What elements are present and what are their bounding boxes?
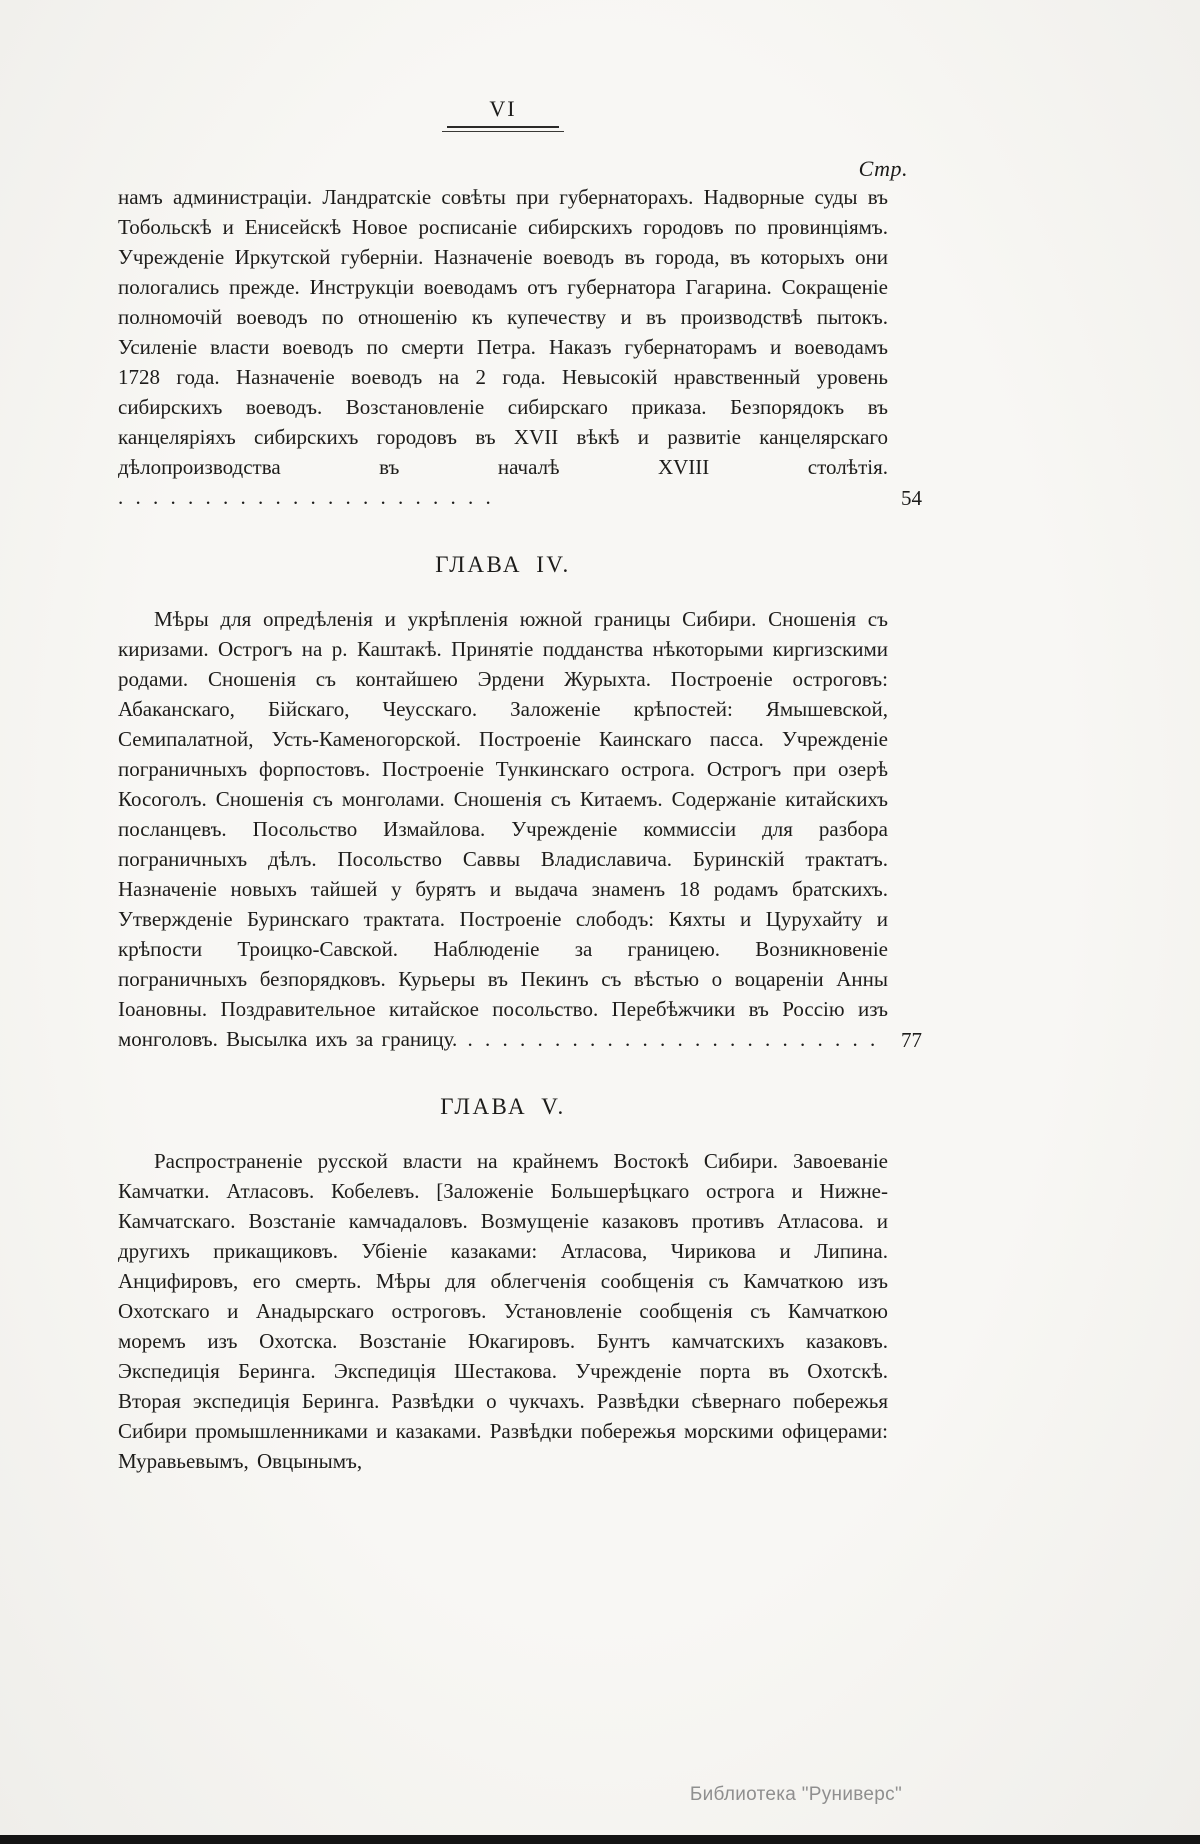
page-ref: 54 (901, 486, 922, 510)
page-ref: 77 (901, 1028, 922, 1052)
library-watermark: Библиотека "Руниверс" (689, 1784, 902, 1805)
toc-entry-chapter4 (118, 604, 922, 1054)
toc-entry-chapter3-continuation (118, 182, 922, 512)
entry-paragraph (118, 604, 888, 1054)
entry-paragraph (118, 182, 888, 512)
page-number: VI (489, 96, 517, 121)
toc-entry-chapter5 (118, 1146, 888, 1476)
leader-dots: . . . . . . . . . . . . . . . . . . . . . . (118, 485, 493, 509)
rule-top (447, 126, 559, 128)
table-of-contents (118, 182, 922, 1476)
entry-text: Распространеніе русской власти на крайнемъ Востокѣ Сибири. Завоеваніе Камчатки. Атласовъ. Кобелевъ. [Заложеніе Большерѣцкаго острога и Нижне-Камчатскаго. Возстаніе камчадаловъ. Возмущеніе казаковъ противъ Атласова. и другихъ прикащиковъ. Убіеніе казаками: Атласова, Чирикова и Липина. Анцифировъ, его смерть. Мѣры для облегченія сообщенія съ Камчаткою изъ Охотскаго и Анадырскаго остроговъ. Установленіе сообщенія съ Камчаткою моремъ изъ Охотска. Возстаніе Юкагировъ. Бунтъ камчатскихъ казаковъ. Экспедиція Беринга. Экспедиція Шестакова. Учрежденіе порта въ Охотскѣ. Вторая экспедиція Беринга. Развѣдки о чукчахъ. Развѣдки сѣвернаго побережья Сибири промышленниками и казаками. Развѣдки побережья морскими офицерами: Муравьевымъ, Овцынымъ, (118, 1149, 888, 1473)
scan-edge (0, 1835, 1200, 1844)
entry-text: намъ администраціи. Ландратскіе совѣты при губернаторахъ. Надворные суды въ Тобольскѣ и Енисейскѣ Новое росписаніе сибирскихъ городовъ по провинціямъ. Учрежденіе Иркутской губерніи. Назначеніе воеводъ въ города, въ которыхъ они пологались прежде. Инструкціи воеводамъ отъ губернатора Гагарина. Сокращеніе полномочій воеводъ по отношенію къ купечеству и въ производствѣ пытокъ. Усиленіе власти воеводъ по смерти Петра. Наказъ губернаторамъ и воеводамъ 1728 года. Назначеніе воеводъ на 2 года. Невысокій нравственный уровень сибирскихъ воеводъ. Возстановленіе сибирскаго приказа. Безпорядокъ въ канцеляріяхъ сибирскихъ городовъ въ XVII вѣкѣ и развитіе канцелярскаго дѣлопроизводства въ началѣ XVIII столѣтія. (118, 185, 888, 479)
entry-text: Мѣры для опредѣленія и укрѣпленія южной границы Сибири. Сношенія съ киризами. Острогъ на р. Каштакѣ. Принятіе подданства нѣкоторыми киргизскими родами. Сношенія съ контайшею Эрдени Журыхта. Построеніе остроговъ: Абаканскаго, Бійскаго, Чеусскаго. Заложеніе крѣпостей: Ямышевской, Семипалатной, Усть-Каменогорской. Построеніе Каинскаго пасса. Учрежденіе пограничныхъ форпостовъ. Построеніе Тункинскаго острога. Острогъ при озерѣ Косоголъ. Сношенія съ монголами. Сношенія съ Китаемъ. Содержаніе китайскихъ посланцевъ. Посольство Измайлова. Учрежденіе коммиссіи для разбора пограничныхъ дѣлъ. Посольство Саввы Владиславича. Буринскій трактатъ. Назначеніе новыхъ тайшей у бурятъ и выдача знаменъ 18 родамъ братскихъ. Утвержденіе Буринскаго трактата. Построеніе слободъ: Кяхты и Цурухайту и крѣпости Троицко-Савской. Наблюденіе за границею. Возникновеніе пограничныхъ безпорядковъ. Курьеры въ Пекинъ съ вѣстью о воцареніи Анны Іоановны. Поздравительное китайское посольство. Перебѣжчики въ Россію изъ монголовъ. Высылка ихъ за границу. (118, 607, 888, 1051)
entry-paragraph (118, 1146, 888, 1476)
rule-bottom (442, 131, 564, 132)
chapter-heading-iv: ГЛАВА IV. (435, 552, 571, 577)
chapter-heading-v: ГЛАВА V. (440, 1094, 566, 1119)
page-column-label: Стр. (858, 156, 908, 181)
leader-dots: . . . . . . . . . . . . . . . . . . . . . . . . (457, 1027, 878, 1051)
page-header (118, 96, 888, 132)
page-number-rule (442, 126, 564, 132)
